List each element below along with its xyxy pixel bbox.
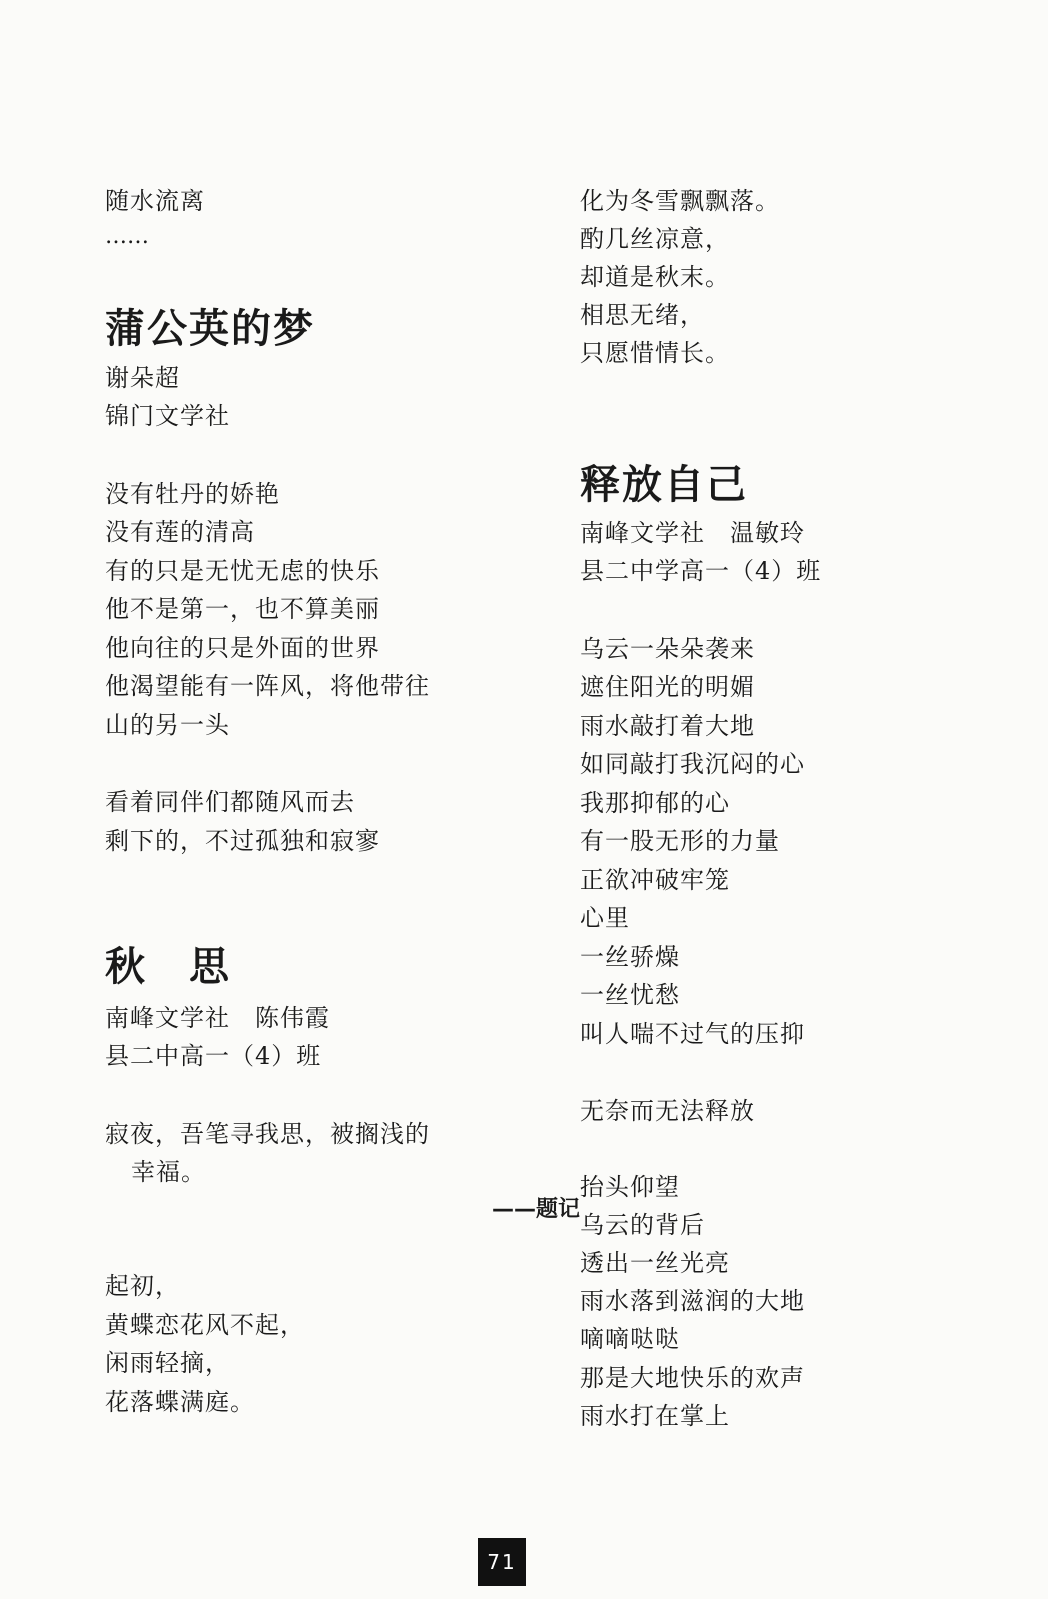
poem-line: 看着同伴们都随风而去 xyxy=(105,788,355,816)
poem-line: 心里 xyxy=(580,904,630,932)
epigraph-sign: ——题记 xyxy=(491,1197,580,1222)
poem-line: 没有莲的清高 xyxy=(105,518,255,546)
poem-line: 透出一丝光亮 xyxy=(580,1249,730,1277)
poem-title-dandelion: 蒲公英的梦 xyxy=(105,306,315,352)
poem-line: 无奈而无法释放 xyxy=(580,1097,755,1125)
poem-line: 正欲冲破牢笼 xyxy=(580,866,730,894)
poem-line: 抬头仰望 xyxy=(580,1173,680,1201)
poem-line: 山的另一头 xyxy=(105,711,230,739)
poem-author: 谢朵超 xyxy=(105,364,180,392)
prev-poem-ellipsis: …… xyxy=(105,224,149,249)
poem-line: 相思无绪， xyxy=(580,301,705,329)
poem-class: 县二中高一（4）班 xyxy=(105,1042,322,1070)
poem-title-release: 释放自己 xyxy=(580,462,748,508)
poem-line: 只愿惜情长。 xyxy=(580,339,730,367)
poem-line: 如同敲打我沉闷的心 xyxy=(580,750,805,778)
poem-byline: 南峰文学社 温敏玲 xyxy=(580,519,805,547)
page-number: 71 xyxy=(478,1538,526,1586)
poem-line: 他不是第一，也不算美丽 xyxy=(105,595,380,623)
poem-class: 县二中学高一（4）班 xyxy=(580,557,822,585)
poem-line: 雨水打在掌上 xyxy=(580,1402,730,1430)
poem-line: 我那抑郁的心 xyxy=(580,789,730,817)
poem-line: 闲雨轻摘， xyxy=(105,1349,230,1377)
poem-line: 他渴望能有一阵风，将他带往 xyxy=(105,672,430,700)
poem-club: 锦门文学社 xyxy=(105,402,230,430)
prev-poem-line: 随水流离 xyxy=(105,187,205,215)
poem-line: 一丝忧愁 xyxy=(580,981,680,1009)
poem-line: 起初， xyxy=(105,1272,180,1300)
poem-line: 没有牡丹的娇艳 xyxy=(105,480,280,508)
poem-line: 他向往的只是外面的世界 xyxy=(105,634,380,662)
poem-line: 叫人喘不过气的压抑 xyxy=(580,1020,805,1048)
epigraph-line: 幸福。 xyxy=(131,1158,206,1186)
poem-line: 有一股无形的力量 xyxy=(580,827,780,855)
poem-title-autumn: 秋 思 xyxy=(105,944,231,990)
poem-line: 却道是秋末。 xyxy=(580,263,730,291)
poem-line: 乌云的背后 xyxy=(580,1211,705,1239)
poem-line: 剩下的，不过孤独和寂寥 xyxy=(105,827,380,855)
poem-line: 雨水落到滋润的大地 xyxy=(580,1287,805,1315)
poem-line: 一丝骄燥 xyxy=(580,943,680,971)
poem-line: 嘀嘀哒哒 xyxy=(580,1325,680,1353)
poem-line: 黄蝶恋花风不起， xyxy=(105,1311,305,1339)
poem-line: 化为冬雪飘飘落。 xyxy=(580,187,780,215)
poem-line: 那是大地快乐的欢声 xyxy=(580,1364,805,1392)
poem-byline: 南峰文学社 陈伟霞 xyxy=(105,1004,330,1032)
poem-line: 雨水敲打着大地 xyxy=(580,712,755,740)
poem-line: 酌几丝凉意， xyxy=(580,225,730,253)
epigraph-line: 寂夜，吾笔寻我思，被搁浅的 xyxy=(105,1120,430,1148)
poem-line: 遮住阳光的明媚 xyxy=(580,673,755,701)
poem-line: 有的只是无忧无虑的快乐 xyxy=(105,557,380,585)
poem-line: 乌云一朵朵袭来 xyxy=(580,635,755,663)
poem-line: 花落蝶满庭。 xyxy=(105,1388,255,1416)
